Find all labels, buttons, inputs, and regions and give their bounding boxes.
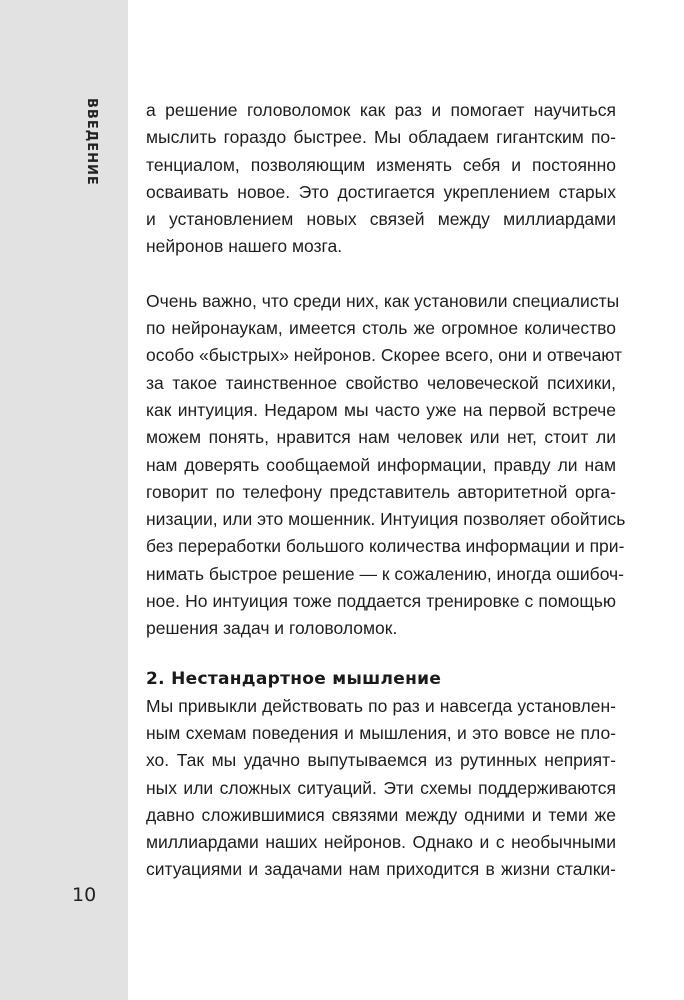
text-line: а решение головоломок как раз и помогает научиться [146, 100, 616, 120]
text-line: миллиардами наших нейронов. Однако и с необычными [146, 832, 616, 853]
text-line: тенциалом, позволяющим изменять себя и постоянно [146, 154, 616, 175]
text-line: Очень важно, что среди них, как установили специалисты [146, 290, 620, 311]
section-heading: 2. Нестандартное мышление [146, 668, 442, 689]
paragraph-intuition [146, 288, 626, 643]
text-line: можем понять, нравится нам человек или нет, стоит ли [146, 427, 616, 448]
text-line: особо «быстрых» нейронов. Скорее всего, они и отвечают [146, 345, 623, 366]
text-line: как интуиция. Недаром мы часто уже на первой встрече [146, 399, 616, 420]
text-line: по нейронаукам, имеется столь же огромное количество [146, 318, 616, 339]
page-body [146, 97, 626, 884]
text-line: хо. Так мы удачно выпутываемся из рутинных неприят- [146, 750, 616, 771]
text-line: нам доверять сообщаемой информации, правду ли нам [146, 454, 616, 475]
page-number: 10 [72, 884, 97, 906]
text-line: ным схемам поведения и мышления, и это вовсе не пло- [146, 722, 616, 743]
text-line: давно сложившимися связями между одними и теми же [146, 804, 616, 825]
section-label-text: ВВЕДЕНИЕ [84, 98, 99, 186]
text-line: ных или сложных ситуаций. Эти схемы поддерживаются [146, 777, 616, 798]
text-line: мыслить гораздо быстрее. Мы обладаем гигантским по- [146, 127, 616, 148]
text-line: за такое таинственное свойство человеческой психики, [146, 372, 616, 393]
paragraph-gap [146, 261, 616, 288]
side-margin-band [0, 0, 128, 1000]
text-line: Мы привыкли действовать по раз и навсегда установлен- [146, 695, 616, 716]
paragraph-intro [146, 97, 616, 261]
text-line: говорит по телефону представитель авторитетной орга- [146, 481, 616, 502]
text-line: нимать быстрое решение — к сожалению, иногда ошибоч- [146, 563, 624, 584]
text-line: ситуациями и задачами нам приходится в жизни сталки- [146, 859, 616, 880]
text-line: осваивать новое. Это достигается укреплением старых [146, 181, 616, 202]
text-line: низации, или это мошенник. Интуиция позволяет обойтись [146, 509, 626, 530]
text-line: нейронов нашего мозга. [146, 236, 343, 257]
text-line: ное. Но интуиция тоже поддается тренировке с помощью [146, 591, 616, 612]
text-line: без переработки большого количества информации и при- [146, 536, 625, 557]
paragraph-nonstandard-thinking [146, 693, 616, 884]
text-line: решения задач и головоломок. [146, 618, 398, 639]
text-line: и установлением новых связей между миллиардами [146, 209, 616, 230]
